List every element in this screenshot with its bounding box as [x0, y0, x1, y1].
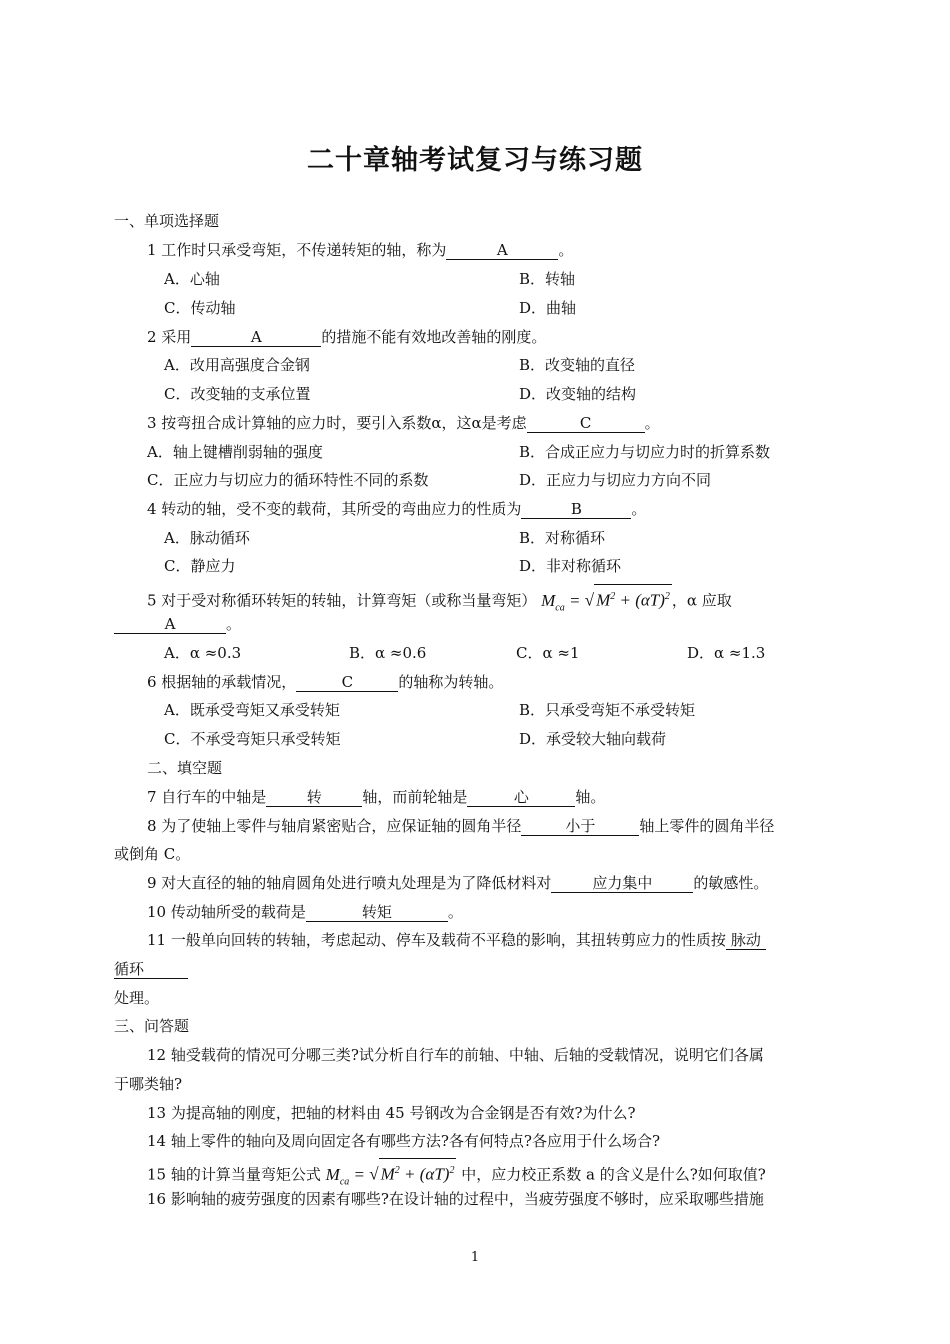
answer-blank: 心 — [467, 789, 575, 807]
answer-blank: 小于 — [521, 818, 639, 836]
option-c: C．静应力 — [164, 557, 236, 575]
answer-blank: A — [446, 242, 558, 260]
option-c: C．不承受弯矩只承受转矩 — [164, 730, 341, 748]
question-11-continued: 处理。 — [114, 989, 160, 1007]
option-c: C．α ≈1 — [516, 644, 580, 662]
question-1: 1 工作时只承受弯矩，不传递转矩的轴，称为 A 。 — [147, 241, 574, 259]
question-13: 13 为提高轴的刚度，把轴的材料由 45 号钢改为合金钢是否有效?为什么? — [147, 1104, 636, 1122]
answer-blank: C — [527, 415, 645, 433]
option-d: D．正应力与切应力方向不同 — [519, 471, 712, 489]
question-16: 16 影响轴的疲劳强度的因素有哪些?在设计轴的过程中，当疲劳强度不够时，应采取哪些措施 — [147, 1190, 764, 1208]
option-d: D．承受较大轴向载荷 — [519, 730, 667, 748]
answer-blank: 脉动 — [726, 932, 766, 950]
page-title: 二十章轴考试复习与练习题 — [307, 145, 643, 176]
option-a: A．脉动循环 — [164, 529, 250, 547]
question-5-answer: A 。 — [114, 614, 241, 634]
question-3: 3 按弯扭合成计算轴的应力时，要引入系数α，这α是考虑 C 。 — [147, 414, 660, 432]
section-heading-fill: 二、填空题 — [147, 759, 223, 777]
section-heading-qa: 三、问答题 — [114, 1017, 190, 1035]
answer-blank: 应力集中 — [551, 875, 693, 893]
option-c: C．改变轴的支承位置 — [164, 385, 311, 403]
option-a: A．既承受弯矩又承受转矩 — [164, 701, 340, 719]
option-d: D．曲轴 — [519, 299, 577, 317]
question-9: 9 对大直径的轴的轴肩圆角处进行喷丸处理是为了降低材料对 应力集中 的敏感性。 — [147, 874, 769, 892]
page-number: 1 — [470, 1250, 480, 1265]
answer-blank: 转矩 — [306, 904, 448, 922]
answer-blank: A — [114, 616, 226, 634]
question-8-continued: 或倒角 C。 — [114, 845, 191, 863]
option-b: B．合成正应力与切应力时的折算系数 — [519, 443, 771, 461]
option-d: D．非对称循环 — [519, 557, 622, 575]
question-10: 10 传动轴所受的载荷是 转矩 。 — [147, 903, 463, 921]
option-d: D．改变轴的结构 — [519, 385, 637, 403]
option-b: B．只承受弯矩不承受转矩 — [519, 701, 696, 719]
question-12-continued: 于哪类轴? — [114, 1075, 183, 1093]
answer-blank: C — [296, 674, 398, 692]
question-8: 8 为了使轴上零件与轴肩紧密贴合，应保证轴的圆角半径 小于 轴上零件的圆角半径 — [147, 817, 775, 835]
question-5: 5 对于受对称循环转矩的转轴，计算弯矩（或称当量弯矩） $M_{ca}$ = √ $M^2 + (\alpha T)^2$ ，α 应取 — [147, 584, 732, 620]
answer-blank: B — [521, 501, 631, 519]
question-2: 2 采用 A 的措施不能有效地改善轴的刚度。 — [147, 328, 547, 346]
question-11-answer-continued — [114, 959, 188, 979]
option-c: C．传动轴 — [164, 299, 236, 317]
question-4: 4 转动的轴，受不变的载荷，其所受的弯曲应力的性质为 B 。 — [147, 500, 647, 518]
question-11: 11 一般单向回转的转轴，考虑起动、停车及载荷不平稳的影响，其扭转剪应力的性质按 脉动 — [147, 930, 766, 950]
option-a: A．心轴 — [164, 270, 220, 288]
answer-blank: 转 — [266, 789, 362, 807]
option-a: A．轴上键槽削弱轴的强度 — [147, 443, 323, 461]
option-d: D．α ≈1.3 — [687, 644, 766, 662]
option-b: B．α ≈0.6 — [349, 644, 427, 662]
section-heading-choice: 一、单项选择题 — [114, 212, 220, 230]
question-12: 12 轴受载荷的情况可分哪三类?试分析自行车的前轴、中轴、后轴的受载情况，说明它们各属 — [147, 1046, 764, 1064]
option-b: B．对称循环 — [519, 529, 606, 547]
equivalent-moment-formula: $M_{ca}$ = √ $M^2 + (\alpha T)^2$ — [326, 1165, 457, 1184]
option-c: C．正应力与切应力的循环特性不同的系数 — [147, 471, 429, 489]
option-b: B．改变轴的直径 — [519, 356, 636, 374]
equivalent-moment-formula: $M_{ca}$ = √ $M^2 + (\alpha T)^2$ — [541, 591, 672, 610]
question-14: 14 轴上零件的轴向及周向固定各有哪些方法?各有何特点?各应用于什么场合? — [147, 1132, 660, 1150]
question-7: 7 自行车的中轴是 转 轴，而前轮轴是 心 轴。 — [147, 788, 606, 806]
answer-blank: A — [191, 329, 321, 347]
question-6: 6 根据轴的承载情况， C 的轴称为转轴。 — [147, 673, 504, 691]
option-b: B．转轴 — [519, 270, 576, 288]
option-a: A．改用高强度合金钢 — [164, 356, 310, 374]
question-15: 15 轴的计算当量弯矩公式 $M_{ca}$ = √ $M^2 + (\alpha T)^2$ 中，应力校正系数 a 的含义是什么?如何取值? — [147, 1158, 766, 1194]
option-a: A．α ≈0.3 — [164, 644, 242, 662]
answer-blank: 循环 — [114, 961, 188, 979]
